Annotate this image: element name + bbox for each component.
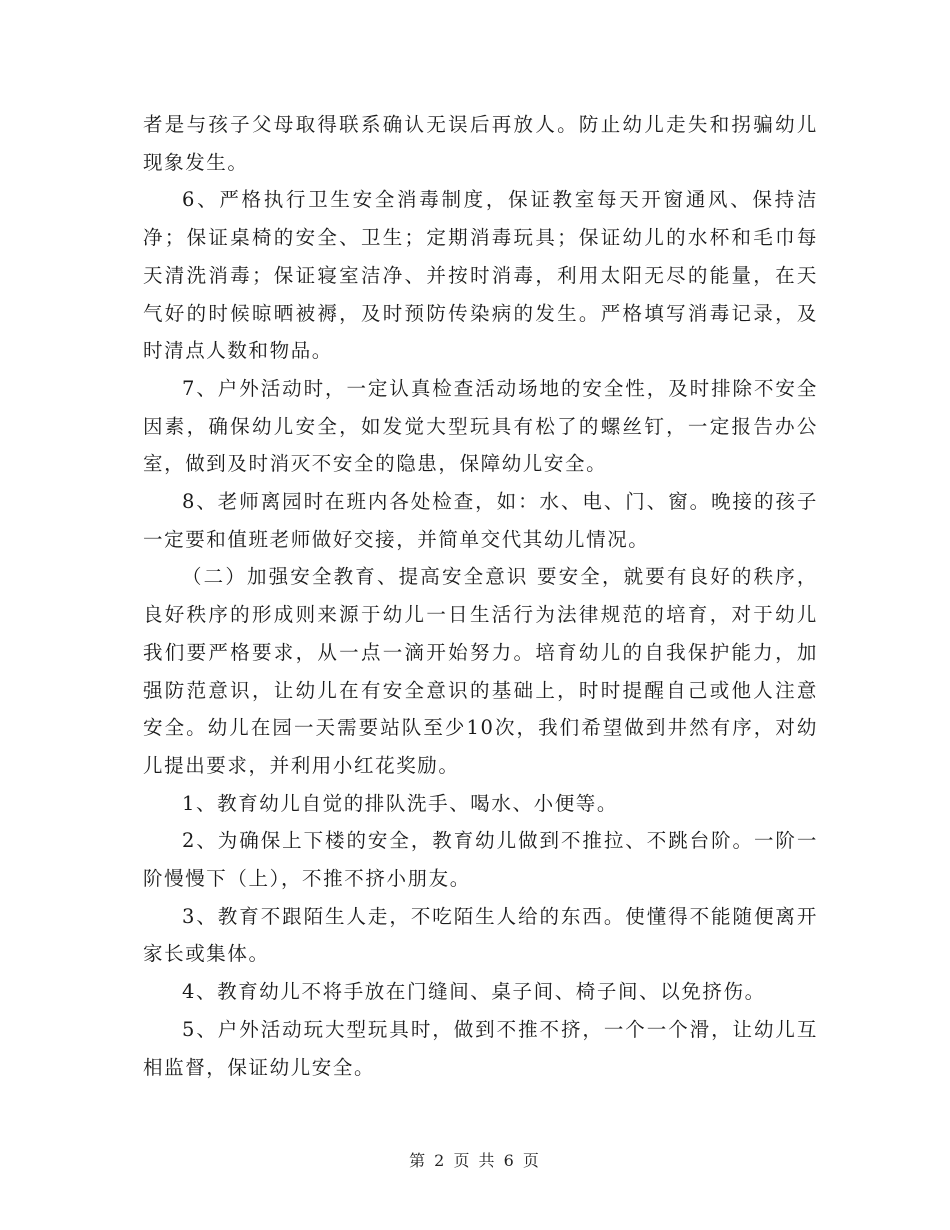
- paragraph-3: 7、户外活动时，一定认真检查活动场地的安全性，及时排除不安全因素，确保幼儿安全，如发觉大型玩具有松了的螺丝钉，一定报告办公室，做到及时消灭不安全的隐患，保障幼儿安全。: [143, 376, 818, 476]
- document-body: [143, 106, 818, 1086]
- paragraph-2: 6、严格执行卫生安全消毒制度，保证教室每天开窗通风、保持洁净；保证桌椅的安全、卫生；定期消毒玩具；保证幼儿的水杯和毛巾每天清洗消毒；保证寝室洁净、并按时消毒，利用太阳无尽的能量，在天气好的时候晾晒被褥，及时预防传染病的发生。严格填写消毒记录，及时清点人数和物品。: [143, 188, 818, 363]
- paragraph-1: 者是与孩子父母取得联系确认无误后再放人。防止幼儿走失和拐骗幼儿现象发生。: [143, 113, 818, 174]
- paragraph-5: （二）加强安全教育、提高安全意识 要安全，就要有良好的秩序，良好秩序的形成则来源于幼儿一日生活行为法律规范的培育，对于幼儿我们要严格要求，从一点一滴开始努力。培育幼儿的自我保护能力，加强防范意识，让幼儿在有安全意识的基础上，时时提醒自己或他人注意安全。幼儿在园一天需要站队至少10次，我们希望做到井然有序，对幼儿提出要求，并利用小红花奖励。: [143, 565, 818, 777]
- paragraph-9: 4、教育幼儿不将手放在门缝间、桌子间、椅子间、以免挤伤。: [182, 980, 766, 1004]
- paragraph-8: 3、教育不跟陌生人走，不吃陌生人给的东西。使懂得不能随便离开家长或集体。: [143, 904, 818, 966]
- paragraph-10: 5、户外活动玩大型玩具时，做到不推不挤，一个一个滑，让幼儿互相监督，保证幼儿安全。: [143, 1017, 818, 1079]
- page-number-footer: 第 2 页 共 6 页: [409, 1151, 541, 1170]
- paragraph-4: 8、老师离园时在班内各处检查，如：水、电、门、窗。晚接的孩子一定要和值班老师做好交接，并简单交代其幼儿情况。: [143, 490, 818, 551]
- paragraph-6: 1、教育幼儿自觉的排队洗手、喝水、小便等。: [182, 791, 619, 815]
- paragraph-7: 2、为确保上下楼的安全，教育幼儿做到不推拉、不跳台阶。一阶一阶慢慢下（上），不推不挤小朋友。: [143, 829, 818, 891]
